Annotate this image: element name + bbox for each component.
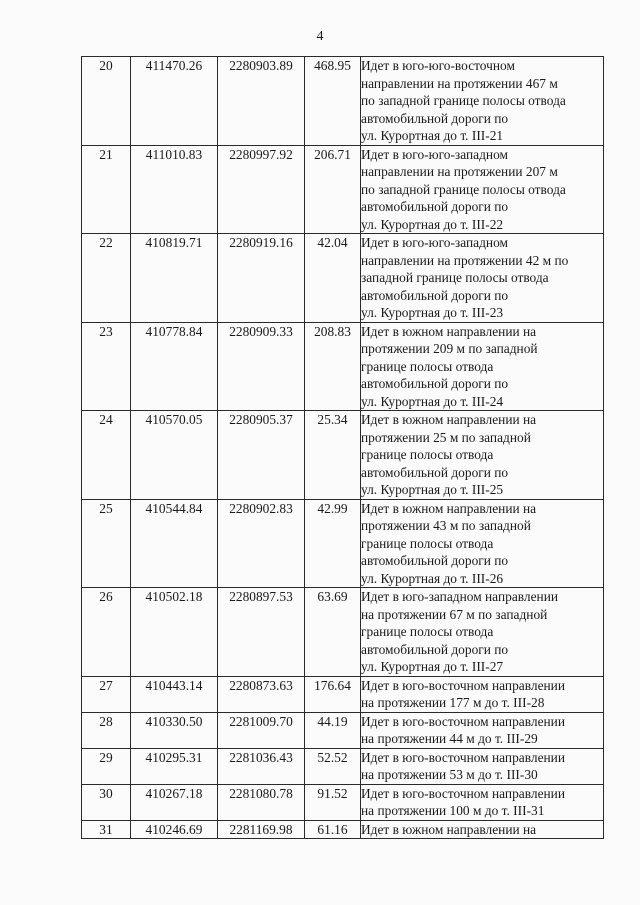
point-number-cell: 30 xyxy=(82,784,131,820)
x-coordinate-cell: 410330.50 xyxy=(131,712,218,748)
y-coordinate-cell: 2280909.33 xyxy=(218,322,305,411)
point-number-cell: 20 xyxy=(82,57,131,146)
description-line: Идет в юго-западном направлении xyxy=(361,589,559,604)
y-coordinate-cell: 2281080.78 xyxy=(218,784,305,820)
table-row xyxy=(82,322,604,411)
point-number-cell: 22 xyxy=(82,234,131,323)
point-number-cell: 29 xyxy=(82,748,131,784)
table-row xyxy=(82,676,604,712)
y-coordinate-cell: 2281036.43 xyxy=(218,748,305,784)
x-coordinate-cell: 410819.71 xyxy=(131,234,218,323)
description-line: Идет в юго-юго-западном xyxy=(361,146,508,162)
description-line: автомобильной дороги по xyxy=(361,641,509,657)
description-line: ул. Курортная до т. III-27 xyxy=(361,659,504,674)
boundary-description-cell xyxy=(361,57,604,146)
description-line: границе полосы отвода xyxy=(361,624,494,639)
boundary-description-cell xyxy=(361,820,604,839)
boundary-description-cell xyxy=(361,784,604,820)
description-line: автомобильной дороги по xyxy=(361,376,509,391)
boundary-coordinates-table xyxy=(81,56,604,839)
y-coordinate-cell: 2280997.92 xyxy=(218,145,305,234)
description-line: на протяжении 67 м по западной xyxy=(361,606,548,622)
description-line: автомобильной дороги по xyxy=(361,553,509,568)
point-number-cell: 26 xyxy=(82,588,131,677)
y-coordinate-cell: 2280903.89 xyxy=(218,57,305,146)
table-row xyxy=(82,820,604,839)
table-row xyxy=(82,588,604,677)
description-line: Идет в юго-юго-западном xyxy=(361,235,508,250)
description-line: ул. Курортная до т. III-21 xyxy=(361,128,504,143)
segment-length-cell: 25.34 xyxy=(305,411,361,500)
y-coordinate-cell: 2281169.98 xyxy=(218,820,305,839)
table-row xyxy=(82,57,604,146)
description-line: направлении на протяжении 207 м xyxy=(361,164,558,179)
table-row xyxy=(82,411,604,500)
boundary-description-cell xyxy=(361,411,604,500)
boundary-description-cell xyxy=(361,499,604,588)
boundary-description-cell xyxy=(361,322,604,411)
table-body xyxy=(82,57,604,839)
description-line: автомобильной дороги по xyxy=(361,464,509,480)
point-number-cell: 27 xyxy=(82,676,131,712)
table-row xyxy=(82,784,604,820)
description-line: по западной границе полосы отвода xyxy=(361,93,566,108)
description-line: ул. Курортная до т. III-25 xyxy=(361,482,504,497)
table-row xyxy=(82,499,604,588)
point-number-cell: 24 xyxy=(82,411,131,500)
description-line: на протяжении 44 м до т. III-29 xyxy=(361,731,538,746)
boundary-description-cell xyxy=(361,676,604,712)
description-line: Идет в южном направлении на xyxy=(361,821,537,837)
description-line: направлении на протяжении 467 м xyxy=(361,75,558,91)
description-line: ул. Курортная до т. III-23 xyxy=(361,305,504,320)
table-row xyxy=(82,712,604,748)
description-line: западной границе полосы отвода xyxy=(361,270,549,285)
point-number-cell: 31 xyxy=(82,820,131,839)
boundary-description-cell xyxy=(361,748,604,784)
table-row xyxy=(82,145,604,234)
segment-length-cell: 42.99 xyxy=(305,499,361,588)
boundary-description-cell xyxy=(361,145,604,234)
description-line: Идет в южном направлении на xyxy=(361,500,537,516)
segment-length-cell: 44.19 xyxy=(305,712,361,748)
x-coordinate-cell: 410246.69 xyxy=(131,820,218,839)
point-number-cell: 23 xyxy=(82,322,131,411)
description-line: автомобильной дороги по xyxy=(361,110,509,126)
description-line: границе полосы отвода xyxy=(361,535,494,551)
page-number: 4 xyxy=(316,29,324,44)
description-line: протяжении 43 м по западной xyxy=(361,518,531,533)
description-line: ул. Курортная до т. III-24 xyxy=(361,393,504,409)
y-coordinate-cell: 2280919.16 xyxy=(218,234,305,323)
x-coordinate-cell: 410778.84 xyxy=(131,322,218,411)
segment-length-cell: 468.95 xyxy=(305,57,361,146)
point-number-cell: 28 xyxy=(82,712,131,748)
description-line: по западной границе полосы отвода xyxy=(361,181,566,197)
x-coordinate-cell: 410295.31 xyxy=(131,748,218,784)
description-line: протяжении 25 м по западной xyxy=(361,429,531,445)
y-coordinate-cell: 2280902.83 xyxy=(218,499,305,588)
description-line: Идет в юго-юго-восточном xyxy=(361,58,515,73)
segment-length-cell: 206.71 xyxy=(305,145,361,234)
description-line: протяжении 209 м по западной xyxy=(361,341,538,356)
description-line: автомобильной дороги по xyxy=(361,287,509,303)
description-line: Идет в юго-восточном направлении xyxy=(361,677,566,693)
x-coordinate-cell: 410502.18 xyxy=(131,588,218,677)
y-coordinate-cell: 2280873.63 xyxy=(218,676,305,712)
description-line: на протяжении 53 м до т. III-30 xyxy=(361,767,538,782)
description-line: Идет в юго-восточном направлении xyxy=(361,785,566,801)
segment-length-cell: 52.52 xyxy=(305,748,361,784)
description-line: границе полосы отвода xyxy=(361,447,494,462)
description-line: автомобильной дороги по xyxy=(361,199,509,214)
description-line: на протяжении 100 м до т. III-31 xyxy=(361,803,545,818)
y-coordinate-cell: 2281009.70 xyxy=(218,712,305,748)
table-row xyxy=(82,234,604,323)
description-line: ул. Курортная до т. III-22 xyxy=(361,216,504,232)
y-coordinate-cell: 2280905.37 xyxy=(218,411,305,500)
x-coordinate-cell: 411470.26 xyxy=(131,57,218,146)
x-coordinate-cell: 411010.83 xyxy=(131,145,218,234)
x-coordinate-cell: 410443.14 xyxy=(131,676,218,712)
x-coordinate-cell: 410544.84 xyxy=(131,499,218,588)
description-line: Идет в юго-восточном направлении xyxy=(361,713,566,729)
boundary-description-cell xyxy=(361,712,604,748)
description-line: Идет в южном направлении на xyxy=(361,412,537,427)
x-coordinate-cell: 410570.05 xyxy=(131,411,218,500)
description-line: направлении на протяжении 42 м по xyxy=(361,252,569,268)
segment-length-cell: 42.04 xyxy=(305,234,361,323)
table-row xyxy=(82,748,604,784)
boundary-description-cell xyxy=(361,588,604,677)
description-line: на протяжении 177 м до т. III-28 xyxy=(361,695,545,710)
description-line: Идет в юго-восточном направлении xyxy=(361,749,566,765)
description-line: ул. Курортная до т. III-26 xyxy=(361,570,504,586)
point-number-cell: 25 xyxy=(82,499,131,588)
segment-length-cell: 208.83 xyxy=(305,322,361,411)
segment-length-cell: 61.16 xyxy=(305,820,361,839)
segment-length-cell: 91.52 xyxy=(305,784,361,820)
segment-length-cell: 176.64 xyxy=(305,676,361,712)
y-coordinate-cell: 2280897.53 xyxy=(218,588,305,677)
point-number-cell: 21 xyxy=(82,145,131,234)
x-coordinate-cell: 410267.18 xyxy=(131,784,218,820)
description-line: границе полосы отвода xyxy=(361,358,494,374)
boundary-description-cell xyxy=(361,234,604,323)
description-line: Идет в южном направлении на xyxy=(361,323,537,339)
segment-length-cell: 63.69 xyxy=(305,588,361,677)
